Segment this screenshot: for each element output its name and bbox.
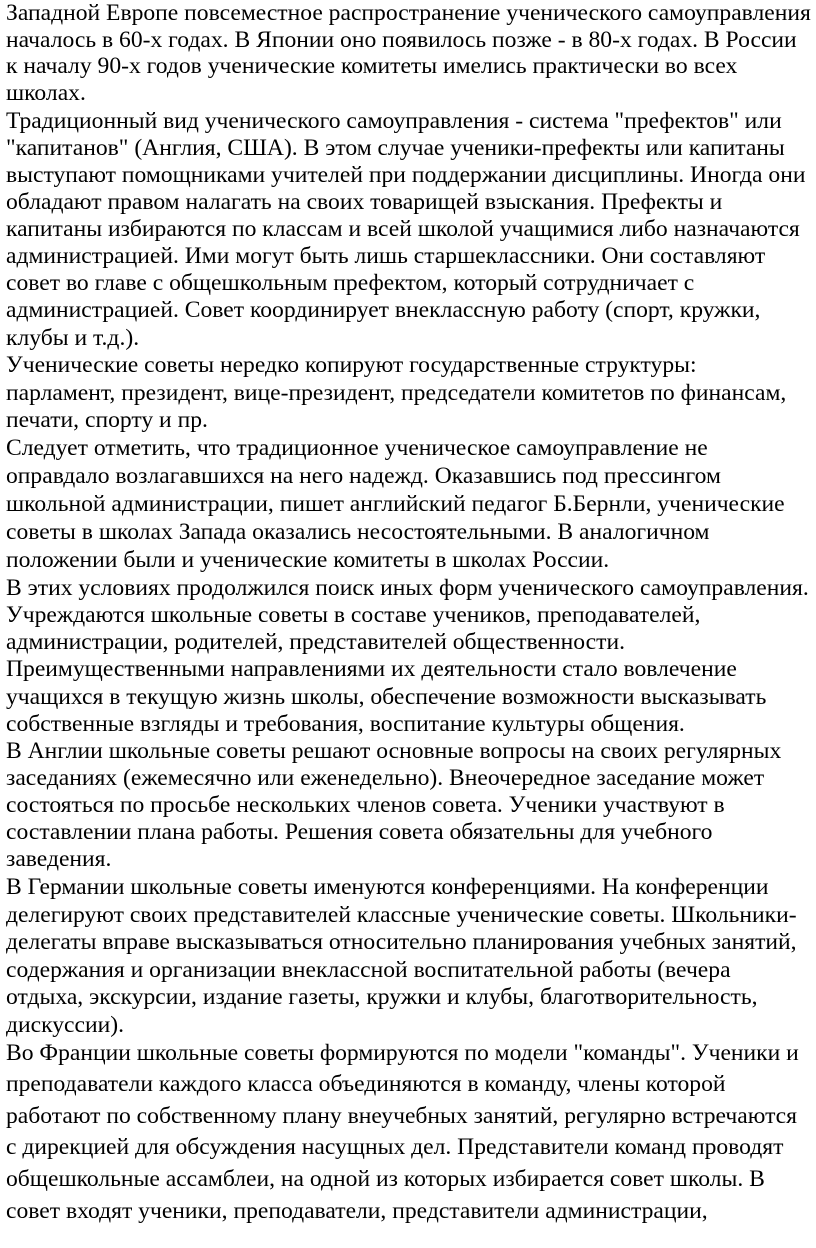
- text-line: содержания и организации внеклассной воспитательной работы (вечера: [6, 957, 731, 983]
- text-line: оправдало возлагавшихся на него надежд. Оказавшись под прессингом: [6, 463, 721, 489]
- text-line: капитаны избираются по классам и всей школой учащимися либо назначаются: [6, 216, 800, 242]
- text-line: делегируют своих представителей классные ученические советы. Школьники-: [6, 902, 797, 928]
- text-line: отдыха, экскурсии, издание газеты, кружки и клубы, благотворительность,: [6, 984, 758, 1010]
- text-line: В Англии школьные советы решают основные вопросы на своих регулярных: [6, 738, 782, 764]
- text-line: работают по собственному плану внеучебных занятий, регулярно встречаются: [6, 1103, 798, 1129]
- text-line: к началу 90-х годов ученические комитеты имелись практически во всех: [6, 53, 738, 79]
- text-line: состояться по просьбе нескольких членов совета. Ученики участвуют в: [6, 792, 725, 818]
- text-line: положении были и ученические комитеты в школах России.: [6, 547, 610, 573]
- text-line: собственные взгляды и требования, воспитание культуры общения.: [6, 711, 685, 737]
- text-line: Преимущественными направлениями их деятельности стало вовлечение: [6, 656, 737, 682]
- text-line: Учреждаются школьные советы в составе учеников, преподавателей,: [6, 602, 701, 628]
- text-line: заведения.: [6, 846, 112, 872]
- text-line: составлении плана работы. Решения совета обязательны для учебного: [6, 819, 713, 845]
- text-line: совет во главе с общешкольным префектом, который сотрудничает с: [6, 270, 695, 296]
- text-line: Во Франции школьные советы формируются по модели "команды". Ученики и: [6, 1040, 799, 1066]
- text-line: общешкольные ассамблеи, на одной из которых избирается совет школы. В: [6, 1166, 765, 1192]
- text-line: администрации, родителей, представителей общественности.: [6, 629, 625, 655]
- text-line: заседаниях (ежемесячно или еженедельно). Внеочередное заседание может: [6, 765, 765, 791]
- text-line: Ученические советы нередко копируют государственные структуры:: [6, 352, 697, 378]
- text-line: Западной Европе повсеместное распространение ученического самоуправления: [6, 0, 811, 26]
- text-line: обладают правом налагать на своих товарищей взыскания. Префекты и: [6, 189, 723, 215]
- text-line: делегаты вправе высказываться относительно планирования учебных занятий,: [6, 929, 797, 955]
- text-line: дискуссии).: [6, 1012, 124, 1038]
- text-line: началось в 60-х годах. В Японии оно появилось позже - в 80-х годах. В России: [6, 27, 797, 53]
- text-line: администрацией. Совет координирует внеклассную работу (спорт, кружки,: [6, 297, 761, 323]
- text-line: печати, спорту и пр.: [6, 407, 208, 433]
- text-line: учащихся в текущую жизнь школы, обеспечение возможности высказывать: [6, 684, 767, 710]
- text-line: администрацией. Ими могут быть лишь старшеклассники. Они составляют: [6, 243, 766, 269]
- text-line: В Германии школьные советы именуются конференциями. На конференции: [6, 874, 769, 900]
- text-line: совет входят ученики, преподаватели, представители администрации,: [6, 1198, 708, 1224]
- text-line: советы в школах Запада оказались несостоятельными. В аналогичном: [6, 519, 710, 545]
- text-line: школах.: [6, 80, 86, 106]
- text-line: Традиционный вид ученического самоуправления - система "префектов" или: [6, 108, 782, 134]
- text-line: Следует отметить, что традиционное ученическое самоуправление не: [6, 435, 708, 461]
- text-line: школьной администрации, пишет английский педагог Б.Бернли, ученические: [6, 491, 785, 517]
- text-line: "капитанов" (Англия, США). В этом случае ученики-префекты или капитаны: [6, 135, 785, 161]
- text-line: выступают помощниками учителей при поддержании дисциплины. Иногда они: [6, 162, 806, 188]
- text-line: В этих условиях продолжился поиск иных форм ученического самоуправления.: [6, 575, 809, 601]
- text-line: парламент, президент, вице-президент, председатели комитетов по финансам,: [6, 380, 787, 406]
- text-line: преподаватели каждого класса объединяются в команду, члены которой: [6, 1071, 726, 1097]
- text-line: клубы и т.д.).: [6, 325, 140, 351]
- text-line: с дирекцией для обсуждения насущных дел. Представители команд проводят: [6, 1134, 784, 1160]
